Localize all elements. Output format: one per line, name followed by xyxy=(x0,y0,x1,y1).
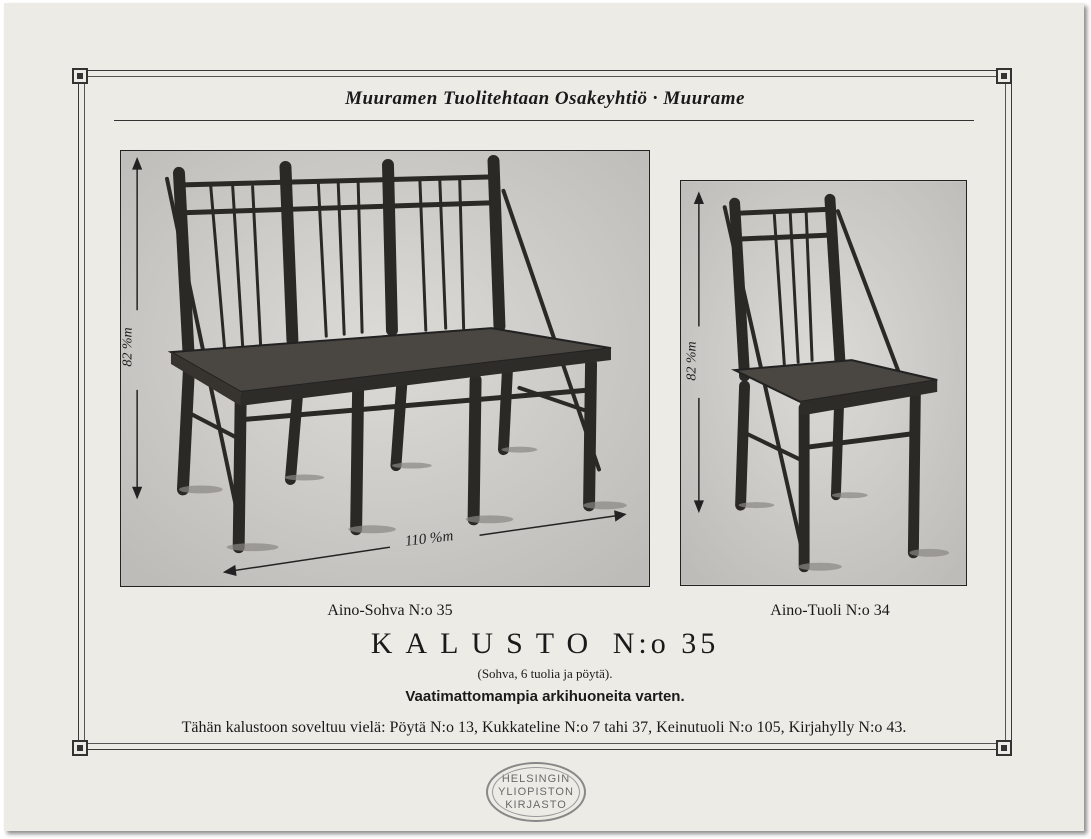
border-corner-ornament xyxy=(72,740,88,756)
library-stamp xyxy=(486,762,586,822)
stamp-line-3: KIRJASTO xyxy=(505,798,567,811)
border-corner-ornament xyxy=(996,68,1012,84)
set-title-word: KALUSTO xyxy=(370,627,602,660)
sofa-height-label: 82 %m xyxy=(120,327,136,367)
set-purpose: Vaatimattomampia arkihuoneita varten. xyxy=(405,688,685,705)
compatible-items: Tähän kalustoon soveltuu vielä: Pöytä N:o 13, Kukkateline N:o 7 tahi 37, Keinutuoli N:o 105, Kirjahylly N:o 43. xyxy=(181,719,907,736)
chair-illustration xyxy=(681,181,966,585)
sofa-illustration xyxy=(121,151,649,586)
sofa-caption: Aino-Sohva N:o 35 xyxy=(327,602,453,619)
border-corner-ornament xyxy=(996,740,1012,756)
chair-height-label: 82 %m xyxy=(684,341,700,381)
company-header: Muuramen Tuolitehtaan Osakeyhtiö · Muurame xyxy=(345,88,745,109)
sofa-width-label: 110 %m xyxy=(404,528,455,550)
set-title-number: N:o 35 xyxy=(612,627,720,660)
set-title xyxy=(250,627,840,661)
stamp-line-1: HELSINGIN xyxy=(501,772,571,785)
chair-photo xyxy=(680,180,967,586)
stamp-line-2: YLIOPISTON xyxy=(498,785,574,798)
chair-caption: Aino-Tuoli N:o 34 xyxy=(770,602,890,619)
set-contents: (Sohva, 6 tuolia ja pöytä). xyxy=(477,666,613,681)
header-divider xyxy=(114,120,974,121)
border-corner-ornament xyxy=(72,68,88,84)
sofa-photo xyxy=(120,150,650,587)
